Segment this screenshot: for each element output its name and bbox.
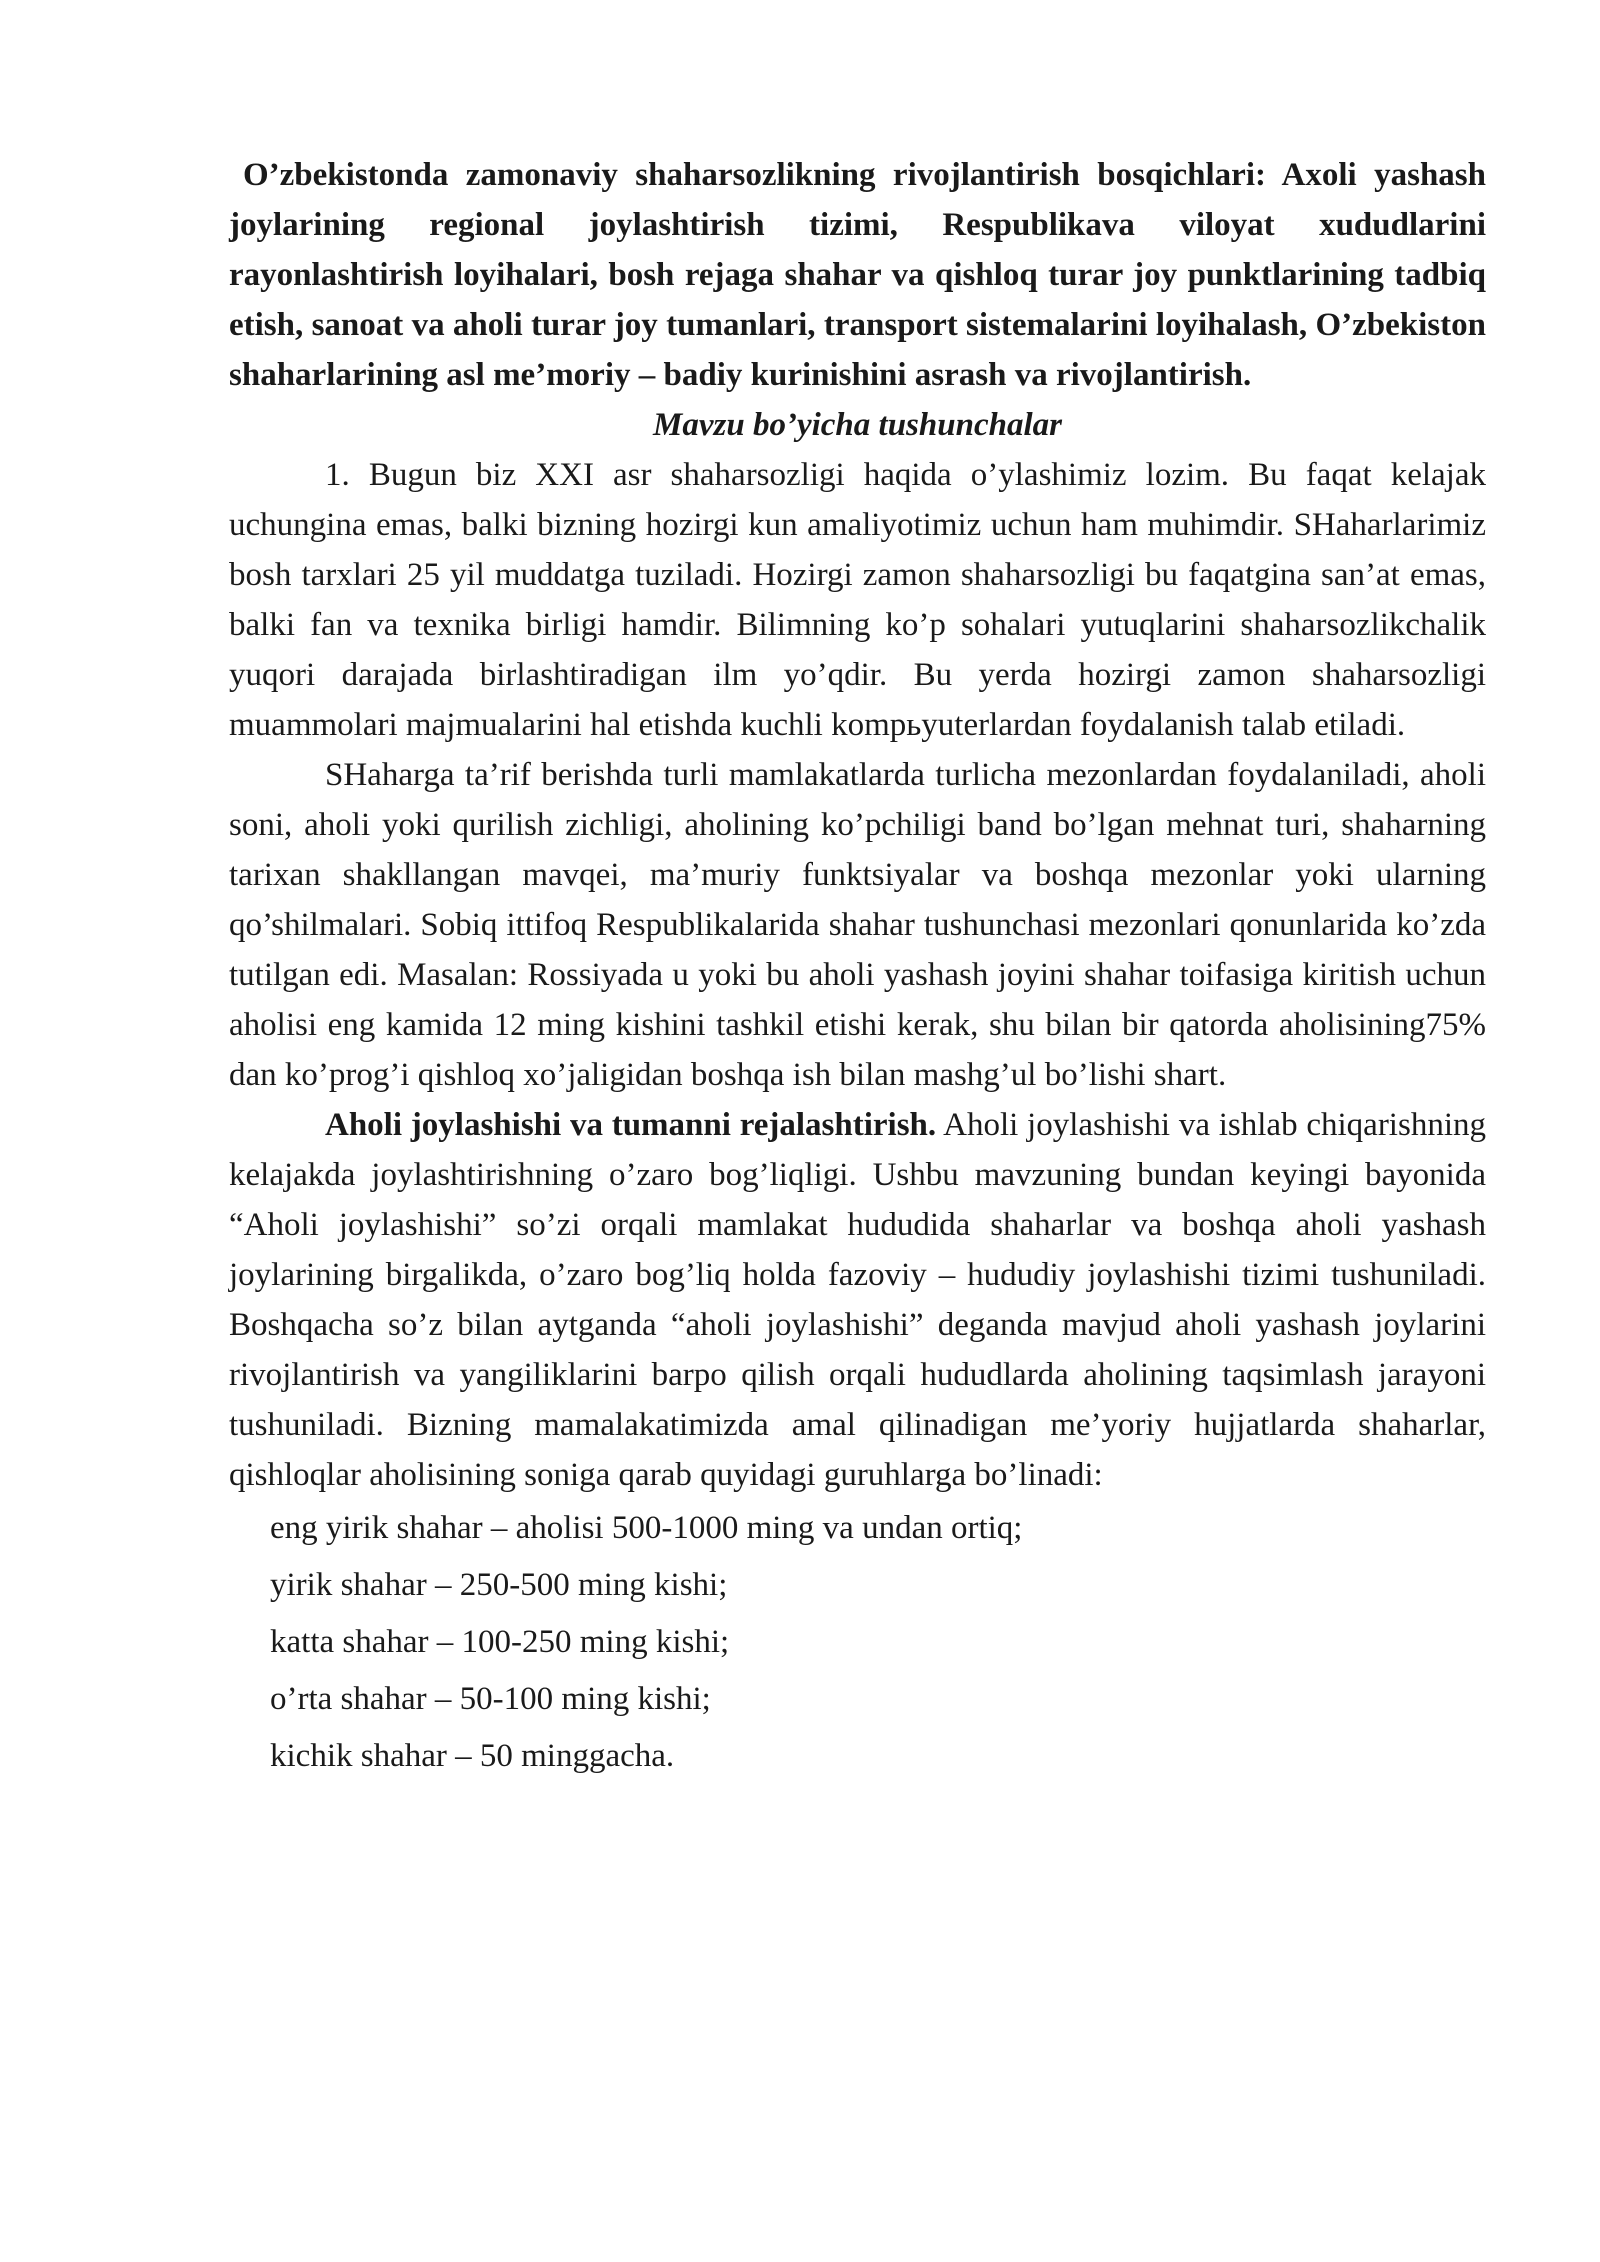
list-item: o’rta shahar – 50-100 ming kishi;: [270, 1681, 711, 1717]
paragraph-1: 1. Bugun biz XXI asr shaharsozligi haqida o’ylashimiz lozim. Bu faqat kelajak uchungina emas, balki bizning hozirgi kun amaliyotimiz uchun ham muhimdir. SHaharlarimiz bosh tarxlari 25 yil muddatga tuziladi. Hozirgi zamon shaharsozligi bu faqatgina san’at emas, balki fan va texnika birligi hamdir. Bilimning ko’p sohalari yutuqlarini shaharsozlikchalik yuqori darajada birlashtiradigan ilm yo’qdir. Bu yerda hozirgi zamon shaharsozligi muammolari majmualarini hal etishda kuchli kompьyuterlardan foydalanish talab etiladi.: [229, 457, 1486, 743]
section-subtitle: Mavzu bo’yicha tushunchalar: [653, 407, 1062, 443]
list-item: yirik shahar – 250-500 ming kishi;: [270, 1567, 728, 1603]
paragraph-3-body: Aholi joylashishi va ishlab chiqarishning kelajakda joylashtirishning o’zaro bog’liqligi. Ushbu mavzuning bundan keyingi bayonida “Aholi joylashishi” so’zi orqali mamlakat hududida shaharlar va boshqa aholi yashash joylarining birgalikda, o’zaro bog’liq holda fazoviy – hududiy joylashishi tizimi tushuniladi. Boshqacha so’z bilan aytganda “aholi joylashishi” deganda mavjud aholi yashash joylarini rivojlantirish va yangiliklarini barpo qilish orqali hududlarda aholining taqsimlash jarayoni tushuniladi. Bizning mamalakatimizda amal qilinadigan me’yoriy hujjatlarda shaharlar, qishloqlar aholisining soniga qarab quyidagi guruhlarga bo’linadi:: [229, 1107, 1486, 1493]
document-body: [229, 150, 1486, 1785]
list-item: eng yirik shahar – aholisi 500-1000 ming va undan ortiq;: [270, 1510, 1023, 1546]
paragraph-3: [229, 1100, 1486, 1500]
paragraph-3-lead: Aholi joylashishi va tumanni rejalashtirish.: [325, 1107, 937, 1143]
list-item: katta shahar – 100-250 ming kishi;: [270, 1624, 730, 1660]
city-groups-list: [229, 1500, 1486, 1785]
document-heading: O’zbekistonda zamonaviy shaharsozlikning rivojlantirish bosqichlari: Axoli yashash joylarining regional joylashtirish tizimi, Respublikava viloyat xududlarini rayonlashtirish loyihalari, bosh rejaga shahar va qishloq turar joy punktlarining tadbiq etish, sanoat va aholi turar joy tumanlari, transport sistemalarini loyihalash, O’zbekiston shaharlarining asl me’moriy – badiy kurinishini asrash va rivojlantirish.: [229, 157, 1486, 393]
paragraph-2: SHaharga ta’rif berishda turli mamlakatlarda turlicha mezonlardan foydalaniladi, aholi soni, aholi yoki qurilish zichligi, aholining ko’pchiligi band bo’lgan mehnat turi, shaharning tarixan shakllangan mavqei, ma’muriy funktsiyalar va boshqa mezonlar yoki ularning qo’shilmalari. Sobiq ittifoq Respublikalarida shahar tushunchasi mezonlari qonunlarida ko’zda tutilgan edi. Masalan: Rossiyada u yoki bu aholi yashash joyini shahar toifasiga kiritish uchun aholisi eng kamida 12 ming kishini tashkil etishi kerak, shu bilan bir qatorda aholisining75% dan ko’prog’i qishloq xo’jaligidan boshqa ish bilan mashg’ul bo’lishi shart.: [229, 757, 1486, 1093]
list-item: kichik shahar – 50 minggacha.: [270, 1738, 675, 1774]
